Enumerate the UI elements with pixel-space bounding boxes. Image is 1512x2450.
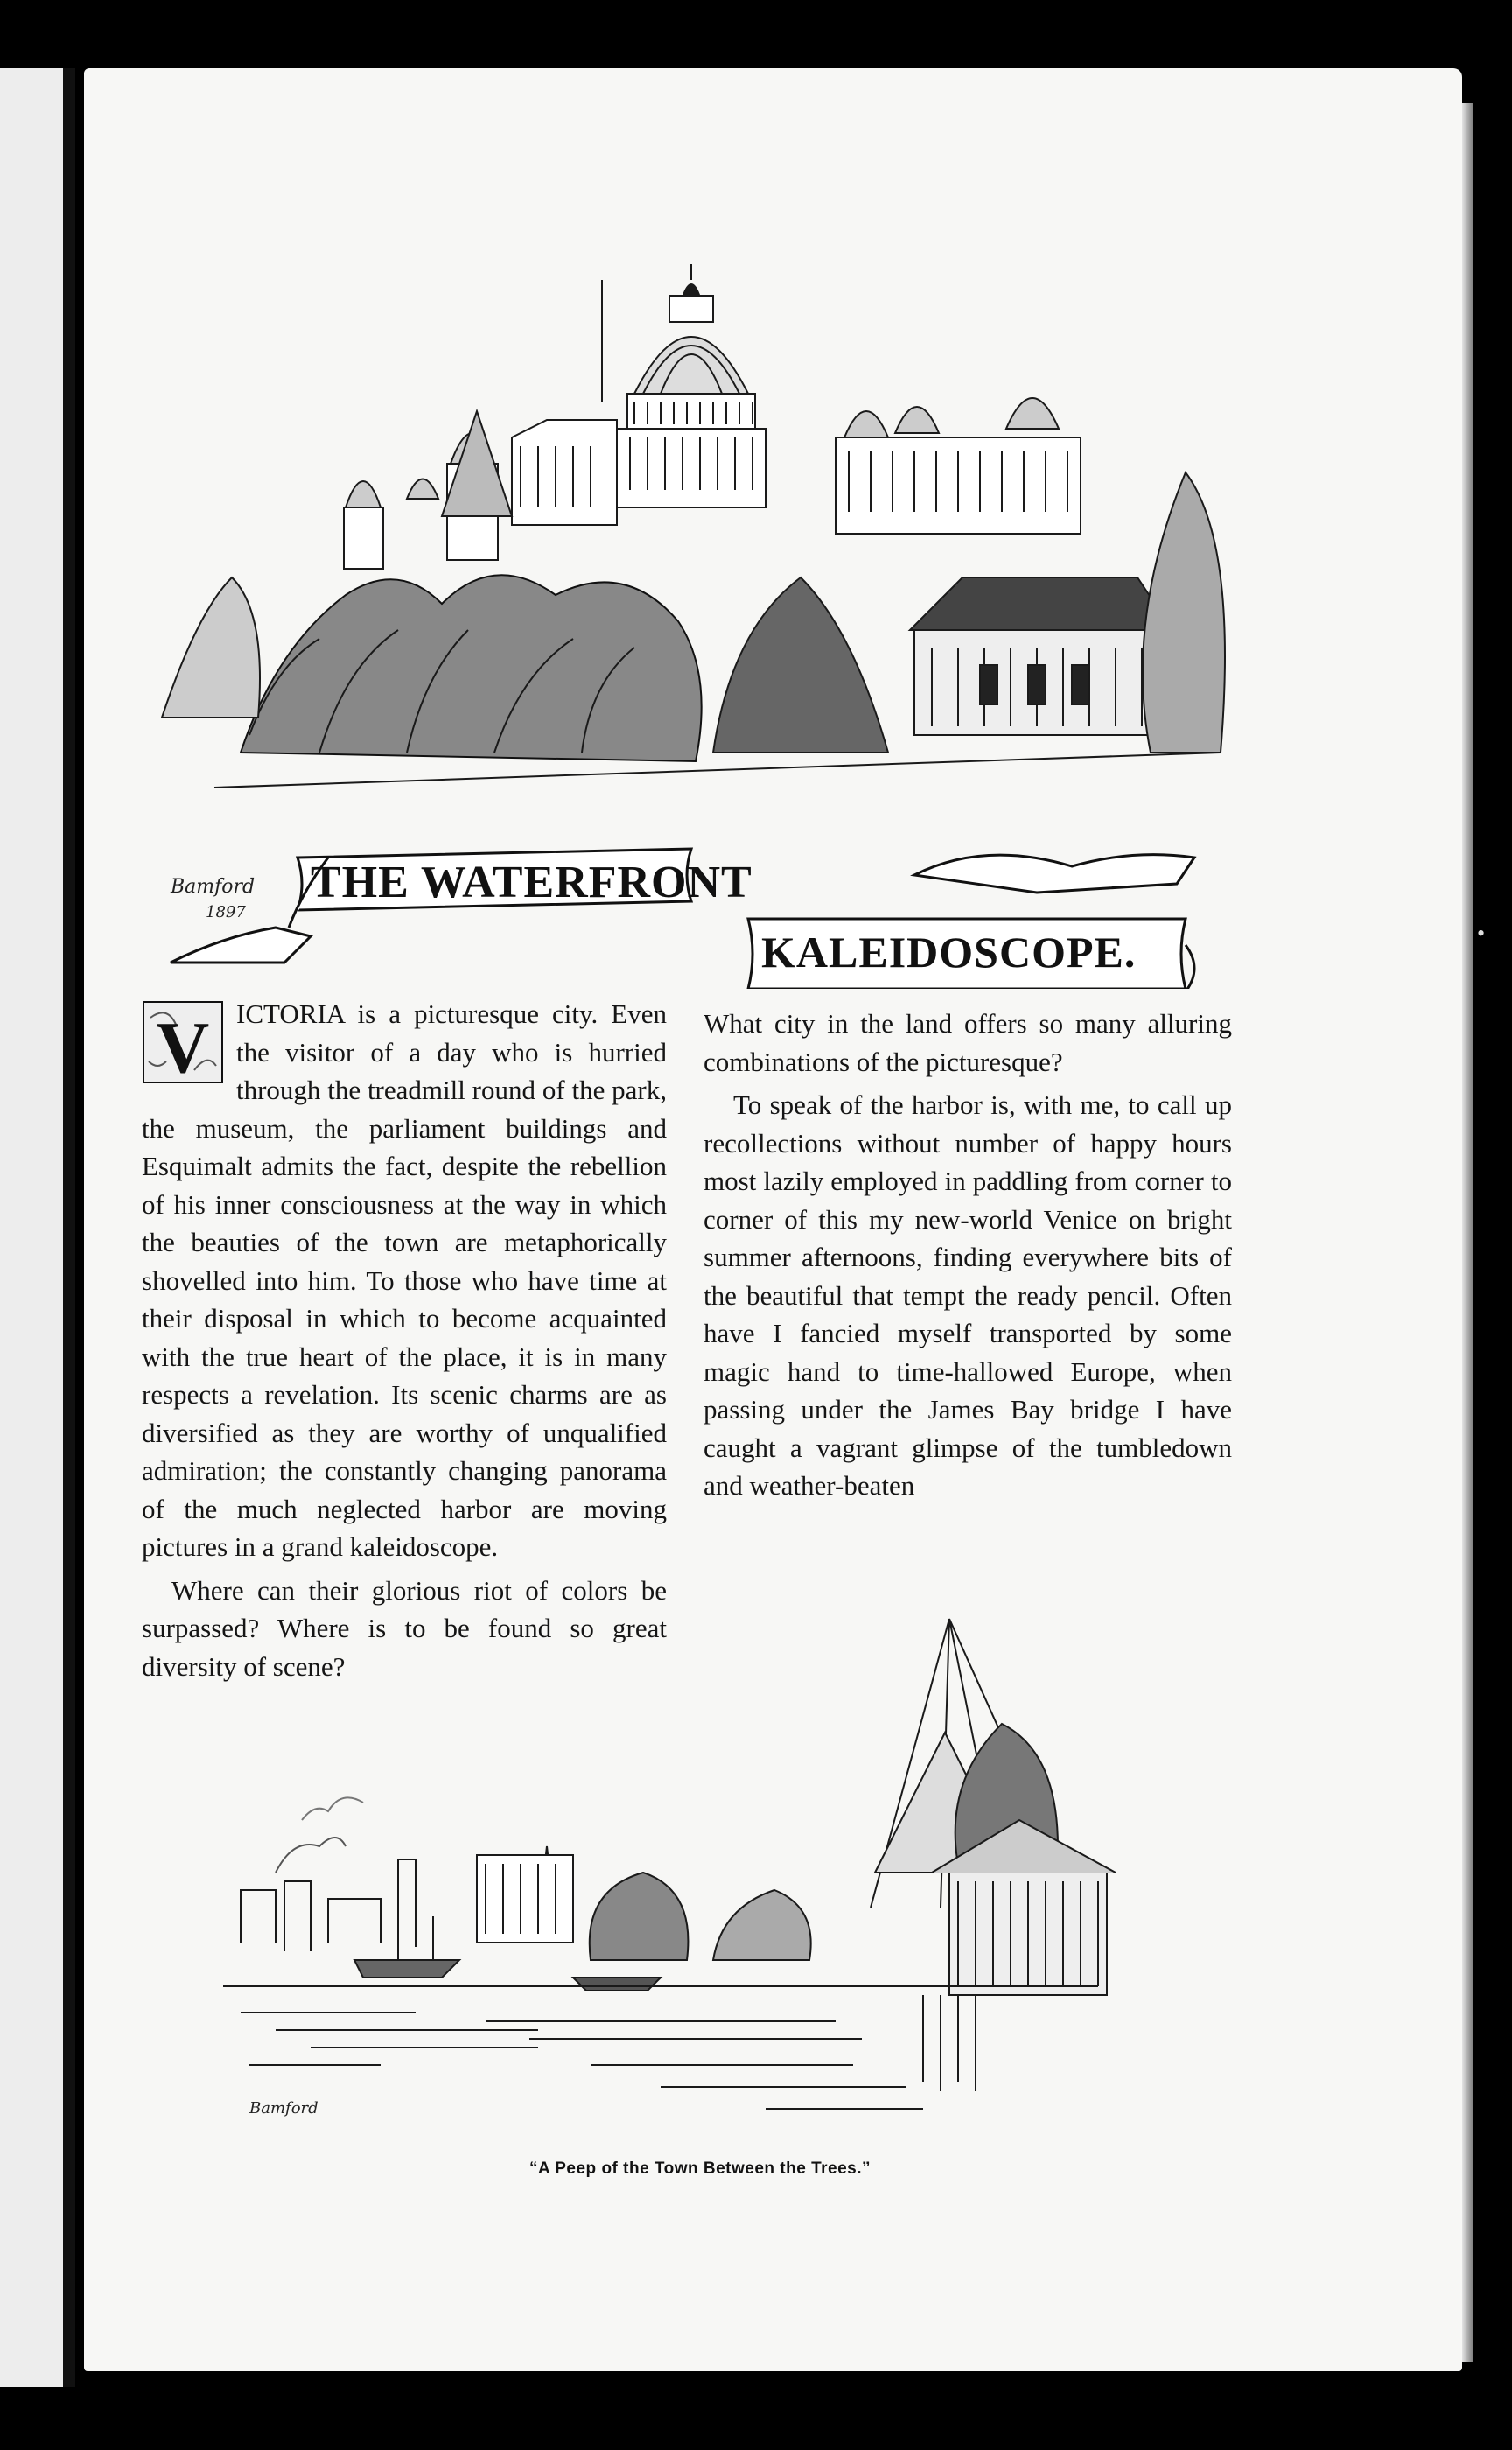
- right-paragraph-2: To speak of the harbor is, with me, to call up recollections without number of happy hours most lazily employed in paddling from corner to corner of this my new-world Venice on bright summer afternoons, finding everywhere bits of the beautiful that tempt the ready pencil. Often have I fancied myself transported by some magic hand to time-hallowed Europe, when passing under the James Bay bridge I have caught a vagrant glimpse of the tumbledown and weather-beaten: [704, 1089, 1232, 1501]
- artist-signature-bottom: Bamford: [249, 2099, 318, 2118]
- artist-signature: Bamford: [171, 876, 256, 898]
- left-paragraph-1: ICTORIA is a picturesque city. Even the visitor of a day who is hurried through the treadmill round of the park, the museum, the parliament buildings and Esquimalt admits the fact, despite the rebellion of his inner consciousness at the way in which the beauties of the town are metaphorically shovelled into him. To those who have time at their disposal in which to become acquainted with the true heart of the place, it is in many respects a revelation. Its scenic charms are as diversified as they are worthy of unqualified admiration; the constantly changing panorama of the much neglected harbor are moving pictures in a grand kaleidoscope.: [142, 998, 667, 1562]
- drop-cap-letter: V: [156, 1007, 210, 1084]
- left-paragraph-2: Where can their glorious riot of colors be surpassed? Where is to be found so great diversity of scene?: [142, 1574, 667, 1682]
- illustration-caption: “A Peep of the Town Between the Trees.”: [528, 2160, 872, 2178]
- title-line-1: THE WATERFRONT: [311, 858, 752, 907]
- harbor-scene-illustration: [223, 1610, 1155, 2152]
- scan-speck: •: [1477, 920, 1486, 946]
- parliament-buildings-illustration: [144, 262, 1238, 989]
- right-paragraph-1: What city in the land offers so many alluring combinations of the picturesque?: [704, 1008, 1232, 1077]
- decorated-drop-cap: [142, 1000, 224, 1084]
- title-line-2: KALEIDOSCOPE.: [761, 928, 1137, 976]
- facing-page-edge: [0, 68, 75, 2387]
- left-text-column: [142, 995, 667, 1685]
- illustration-year: 1897: [206, 903, 246, 921]
- right-text-column: [704, 1004, 1232, 1505]
